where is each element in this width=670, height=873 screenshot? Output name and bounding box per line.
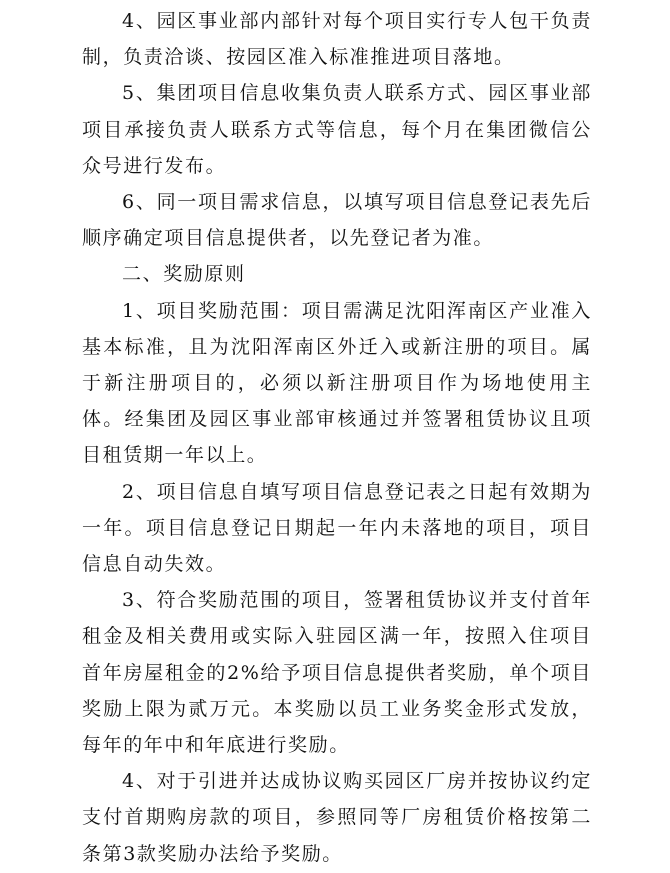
- reward-paragraph-1: 1、项目奖励范围：项目需满足沈阳浑南区产业准入基本标准，且为沈阳浑南区外迁入或新注册的项目。属于新注册项目的，必须以新注册项目作为场地使用主体。经集团及园区事业部审核通过并签署租赁协议且项目租赁期一年以上。: [82, 299, 592, 467]
- reward-paragraph-4: 4、对于引进并达成协议购买园区厂房并按协议约定支付首期购房款的项目，参照同等厂房租赁价格按第二条第3款奖励办法给予奖励。: [82, 770, 592, 865]
- paragraph-item-5: 5、集团项目信息收集负责人联系方式、园区事业部项目承接负责人联系方式等信息，每个月在集团微信公众号进行发布。: [82, 82, 592, 177]
- paragraph-item-4: 4、园区事业部内部针对每个项目实行专人包干负责制，负责洽谈、按园区准入标准推进项目落地。: [82, 10, 592, 69]
- paragraph-item-6: 6、同一项目需求信息，以填写项目信息登记表先后顺序确定项目信息提供者，以先登记者为准。: [82, 191, 592, 250]
- section-heading-reward-principles: 二、奖励原则: [122, 263, 246, 286]
- reward-paragraph-3: 3、符合奖励范围的项目，签署租赁协议并支付首年租金及相关费用或实际入驻园区满一年，按照入住项目首年房屋租金的2%给予项目信息提供者奖励，单个项目奖励上限为贰万元。本奖励以员工业务奖金形式发放，每年的年中和年底进行奖励。: [82, 589, 592, 757]
- reward-paragraph-2: 2、项目信息自填写项目信息登记表之日起有效期为一年。项目信息登记日期起一年内未落地的项目，项目信息自动失效。: [82, 480, 592, 576]
